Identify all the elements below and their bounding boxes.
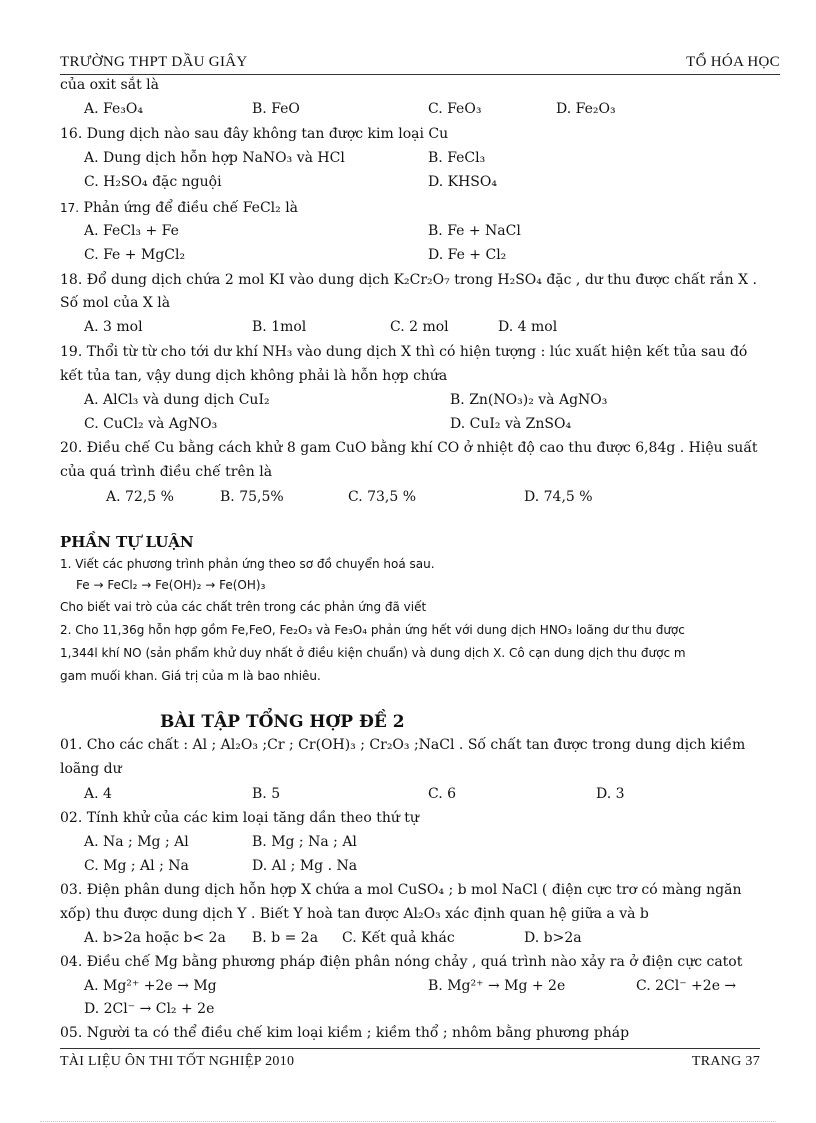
essay-line-6: gam muối khan. Giá trị của m là bao nhiêu.: [60, 669, 321, 683]
q17-option-a: A. FeCl₃ + Fe: [84, 223, 179, 239]
p04-option-b: B. Mg²⁺ → Mg + 2e: [428, 978, 566, 994]
p04-option-a: A. Mg²⁺ +2e → Mg: [84, 978, 217, 994]
department-name: TỔ HÓA HỌC: [686, 54, 780, 70]
p02-stem: 02. Tính khử của các kim loại tăng dần theo thứ tự: [60, 810, 419, 826]
p02-option-b: B. Mg ; Na ; Al: [252, 834, 357, 850]
q18-option-b: B. 1mol: [252, 319, 307, 335]
q17-number: 17.: [60, 201, 80, 215]
q17-option-c: C. Fe + MgCl₂: [84, 247, 186, 263]
p03-stem-2: xốp) thu được dung dịch Y . Biết Y hoà tan được Al₂O₃ xác định quan hệ giữa a và b: [60, 906, 649, 922]
q17-stem-line: [60, 200, 298, 216]
q17-option-b: B. Fe + NaCl: [428, 223, 521, 239]
q15-option-c: C. FeO₃: [428, 101, 482, 117]
p03-option-b: B. b = 2a: [252, 930, 319, 946]
page-edge-divider: [40, 1121, 776, 1122]
essay-line-3: Cho biết vai trò của các chất trên trong các phản ứng đã viết: [60, 600, 427, 614]
school-name: TRƯỜNG THPT DẦU GIÂY: [60, 54, 248, 70]
q16-option-c: C. H₂SO₄ đặc nguội: [84, 174, 222, 190]
p04-stem: 04. Điều chế Mg bằng phương pháp điện phân nóng chảy , quá trình nào xảy ra ở điện cực catot: [60, 954, 743, 970]
q19-option-b: B. Zn(NO₃)₂ và AgNO₃: [450, 392, 608, 408]
q18-stem-1: 18. Đổ dung dịch chứa 2 mol KI vào dung dịch K₂Cr₂O₇ trong H₂SO₄ đặc , dư thu được chất rắn X .: [60, 272, 757, 288]
q18-option-c: C. 2 mol: [390, 319, 449, 335]
q19-option-c: C. CuCl₂ và AgNO₃: [84, 416, 218, 432]
q16-option-a: A. Dung dịch hỗn hợp NaNO₃ và HCl: [84, 150, 345, 166]
q17-stem: Phản ứng để điều chế FeCl₂ là: [83, 200, 299, 216]
q18-option-d: D. 4 mol: [498, 319, 558, 335]
q18-stem-2: Số mol của X là: [60, 295, 171, 311]
q15-option-a: A. Fe₃O₄: [84, 101, 143, 117]
q20-option-c: C. 73,5 %: [348, 489, 417, 505]
p01-stem-2: loãng dư: [60, 761, 122, 777]
essay-scheme: Fe → FeCl₂ → Fe(OH)₂ → Fe(OH)₃: [76, 578, 266, 592]
p05-stem: 05. Người ta có thể điều chế kim loại kiềm ; kiềm thổ ; nhôm bằng phương pháp: [60, 1025, 630, 1041]
p01-option-a: A. 4: [84, 786, 112, 802]
q19-option-d: D. CuI₂ và ZnSO₄: [450, 416, 572, 432]
p01-option-c: C. 6: [428, 786, 457, 802]
essay-line-1: 1. Viết các phương trình phản ứng theo sơ đồ chuyển hoá sau.: [60, 557, 435, 571]
q20-option-b: B. 75,5%: [220, 489, 284, 505]
essay-line-5: 1,344l khí NO (sản phẩm khử duy nhất ở điều kiện chuẩn) và dung dịch X. Cô cạn dung dịch thu được m: [60, 646, 686, 660]
q19-option-a: A. AlCl₃ và dung dịch CuI₂: [84, 392, 270, 408]
page-number: TRANG 37: [691, 1054, 760, 1069]
q15-stem-cont: của oxit sắt là: [60, 77, 159, 93]
p02-option-d: D. Al ; Mg . Na: [252, 858, 358, 874]
p02-option-c: C. Mg ; Al ; Na: [84, 858, 189, 874]
q19-stem-1: 19. Thổi từ từ cho tới dư khí NH₃ vào dung dịch X thì có hiện tượng : lúc xuất hiện kết tủa sau đó: [60, 344, 748, 360]
q19-stem-2: kết tủa tan, vậy dung dịch không phải là hỗn hợp chứa: [60, 368, 448, 384]
essay-heading: PHẦN TỰ LUẬN: [60, 533, 194, 551]
q16-option-d: D. KHSO₄: [428, 174, 497, 190]
p04-option-c: C. 2Cl⁻ +2e →: [636, 978, 737, 994]
q16-stem: 16. Dung dịch nào sau đây không tan được kim loại Cu: [60, 126, 449, 142]
q15-option-d: D. Fe₂O₃: [556, 101, 616, 117]
footer-title: TÀI LIỆU ÔN THI TỐT NGHIỆP 2010: [60, 1054, 295, 1069]
p04-option-d: D. 2Cl⁻ → Cl₂ + 2e: [84, 1001, 215, 1017]
page-header: [60, 52, 780, 75]
q20-option-a: A. 72,5 %: [106, 489, 174, 505]
q15-option-b: B. FeO: [252, 101, 300, 117]
p01-stem-1: 01. Cho các chất : Al ; Al₂O₃ ;Cr ; Cr(OH)₃ ; Cr₂O₃ ;NaCl . Số chất tan được trong dung dịch kiềm: [60, 737, 746, 753]
page-footer: [60, 1048, 760, 1077]
q20-stem-1: 20. Điều chế Cu bằng cách khử 8 gam CuO bằng khí CO ở nhiệt độ cao thu được 6,84g . Hiệu suất: [60, 440, 758, 456]
exercise-title: BÀI TẬP TỔNG HỢP ĐỀ 2: [160, 712, 405, 732]
p03-option-a: A. b>2a hoặc b< 2a: [84, 930, 226, 946]
essay-line-4: 2. Cho 11,36g hỗn hợp gồm Fe,FeO, Fe₂O₃ và Fe₃O₄ phản ứng hết với dung dịch HNO₃ loãng dư thu được: [60, 623, 685, 637]
p03-option-c: C. Kết quả khác: [342, 930, 455, 946]
q20-option-d: D. 74,5 %: [524, 489, 593, 505]
q17-option-d: D. Fe + Cl₂: [428, 247, 507, 263]
p02-option-a: A. Na ; Mg ; Al: [84, 834, 189, 850]
p03-option-d: D. b>2a: [524, 930, 582, 946]
p01-option-b: B. 5: [252, 786, 281, 802]
q18-option-a: A. 3 mol: [84, 319, 143, 335]
p01-option-d: D. 3: [596, 786, 625, 802]
q20-stem-2: của quá trình điều chế trên là: [60, 464, 273, 480]
q16-option-b: B. FeCl₃: [428, 150, 486, 166]
p03-stem-1: 03. Điện phân dung dịch hỗn hợp X chứa a mol CuSO₄ ; b mol NaCl ( điện cực trơ có màng ngăn: [60, 882, 742, 898]
